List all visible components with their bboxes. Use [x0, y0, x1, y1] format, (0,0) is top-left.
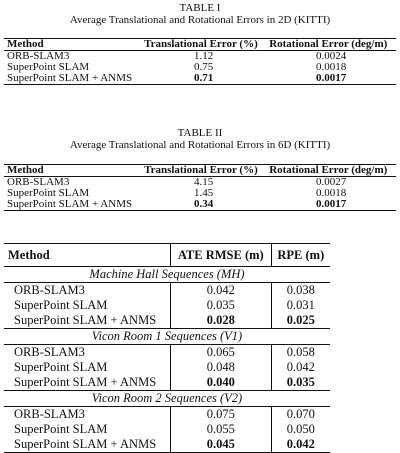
table2-header-trans: Translational Error (%): [141, 165, 266, 177]
method-cell: SuperPoint SLAM + ANMS: [4, 73, 141, 85]
ate-cell: 0.045: [170, 437, 271, 453]
rpe-cell: 0.038: [286, 283, 315, 297]
rpe-cell: 0.042: [271, 437, 330, 453]
table3-header-ate: ATE RMSE (m): [170, 244, 271, 267]
method-cell: SuperPoint SLAM: [14, 422, 108, 436]
table3-header-method: Method: [4, 244, 170, 267]
method-cell: ORB-SLAM3: [14, 345, 85, 359]
table3: [4, 243, 330, 453]
table-row: [4, 422, 330, 437]
ate-cell: 0.065: [170, 345, 271, 361]
table-row: [4, 283, 330, 299]
rpe-cell: 0.070: [286, 407, 315, 421]
table1-header-trans: Translational Error (%): [141, 39, 266, 51]
section-title: Machine Hall Sequences (MH): [4, 267, 330, 283]
table-row: [4, 199, 396, 211]
method-cell: SuperPoint SLAM + ANMS: [4, 437, 170, 453]
table2: [4, 164, 396, 211]
method-cell: SuperPoint SLAM + ANMS: [4, 199, 141, 211]
method-cell: SuperPoint SLAM: [7, 187, 90, 199]
rpe-cell: 0.031: [286, 298, 315, 312]
ate-cell: 0.040: [170, 375, 271, 391]
section-title: Vicon Room 2 Sequences (V2): [4, 391, 330, 407]
trans-cell: 4.15: [194, 176, 214, 188]
table-row: [4, 313, 330, 329]
table-row: [4, 375, 330, 391]
ate-cell: 0.035: [170, 298, 271, 313]
table-row: [4, 345, 330, 361]
method-cell: ORB-SLAM3: [7, 176, 70, 188]
table-row: [4, 360, 330, 375]
section-header: [4, 391, 330, 407]
ate-cell: 0.028: [170, 313, 271, 329]
rpe-cell: 0.050: [286, 422, 315, 436]
method-cell: SuperPoint SLAM: [7, 61, 90, 73]
trans-cell: 0.75: [194, 61, 214, 73]
rot-cell: 0.0018: [315, 61, 347, 73]
rot-cell: 0.0018: [315, 187, 347, 199]
method-cell: ORB-SLAM3: [14, 283, 85, 297]
table1-caption-block: [0, 2, 400, 26]
table1-header-rot: Rotational Error (deg/m): [266, 39, 396, 51]
table3-header-rpe: RPE (m): [271, 244, 330, 267]
rot-cell: 0.0024: [315, 50, 347, 62]
table2-header-method: Method: [4, 165, 141, 177]
method-cell: SuperPoint SLAM: [14, 298, 108, 312]
ate-cell: 0.075: [170, 407, 271, 423]
rpe-cell: 0.058: [286, 345, 315, 359]
rot-cell: 0.0017: [266, 199, 396, 211]
table-row: [4, 437, 330, 453]
section-header: [4, 329, 330, 345]
table2-caption: Average Translational and Rotational Errors in 6D (KITTI): [69, 139, 331, 151]
table1-label: TABLE I: [179, 2, 221, 14]
table2-label: TABLE II: [177, 127, 223, 139]
rot-cell: 0.0017: [266, 73, 396, 85]
section-header: [4, 267, 330, 283]
table-row: [4, 407, 330, 423]
rpe-cell: 0.035: [286, 375, 315, 389]
rot-cell: 0.0027: [315, 176, 347, 188]
ate-cell: 0.042: [170, 283, 271, 299]
ate-cell: 0.048: [170, 360, 271, 375]
rpe-cell: 0.025: [286, 313, 315, 327]
table-row: [4, 73, 396, 85]
table1-header-method: Method: [4, 39, 141, 51]
table2-header-rot: Rotational Error (deg/m): [266, 165, 396, 177]
trans-cell: 1.45: [194, 187, 214, 199]
method-cell: SuperPoint SLAM: [14, 360, 108, 374]
method-cell: ORB-SLAM3: [14, 407, 85, 421]
trans-cell: 0.71: [141, 73, 266, 85]
ate-cell: 0.055: [170, 422, 271, 437]
table1-caption: Average Translational and Rotational Errors in 2D (KITTI): [69, 14, 331, 26]
section-title: Vicon Room 1 Sequences (V1): [4, 329, 330, 345]
trans-cell: 1.12: [194, 50, 214, 62]
table1: [4, 38, 396, 85]
method-cell: ORB-SLAM3: [7, 50, 70, 62]
method-cell: SuperPoint SLAM + ANMS: [14, 375, 157, 389]
table2-caption-block: [0, 127, 400, 151]
table-row: [4, 298, 330, 313]
rpe-cell: 0.042: [286, 360, 315, 374]
method-cell: SuperPoint SLAM + ANMS: [14, 313, 157, 327]
trans-cell: 0.34: [141, 199, 266, 211]
